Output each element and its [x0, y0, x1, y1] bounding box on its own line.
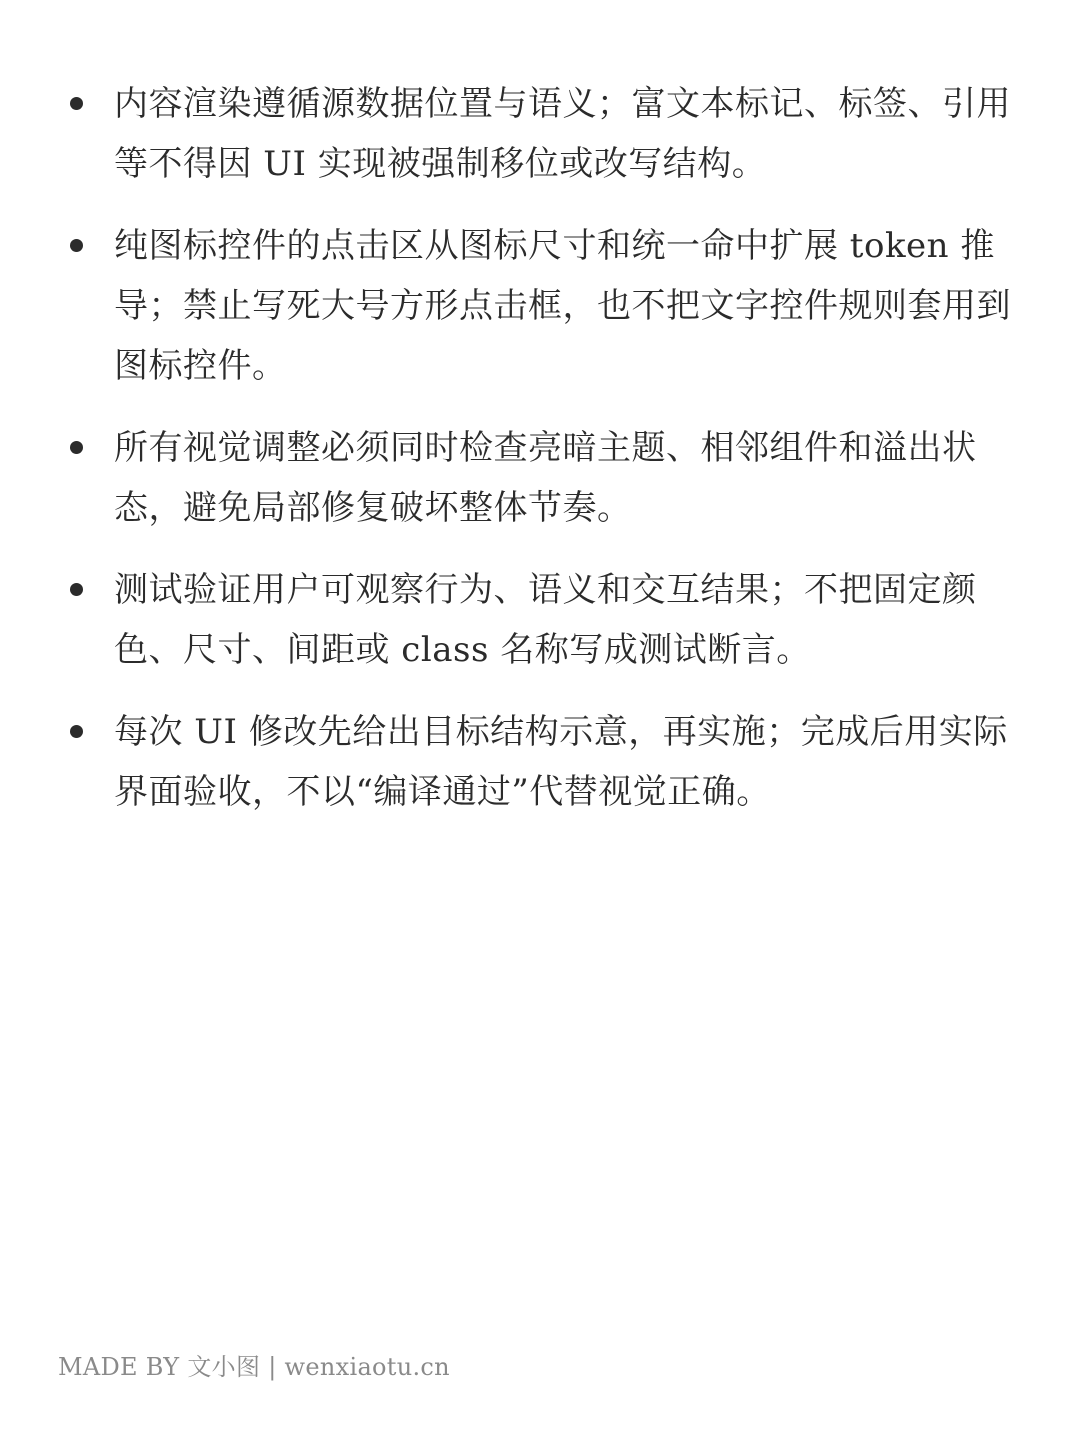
bullet-icon: [70, 583, 83, 596]
bullet-icon: [70, 725, 83, 738]
list-item: [60, 560, 1022, 680]
list-item: [60, 702, 1022, 822]
footer-credit: MADE BY 文小图 | wenxiaotu.cn: [58, 1353, 450, 1381]
list-item-text: 纯图标控件的点击区从图标尺寸和统一命中扩展 token 推导；禁止写死大号方形点击框，也不把文字控件规则套用到图标控件。: [114, 226, 1011, 386]
list-item-text: 测试验证用户可观察行为、语义和交互结果；不把固定颜色、尺寸、间距或 class 名称写成测试断言。: [114, 570, 977, 670]
list-item-text: 所有视觉调整必须同时检查亮暗主题、相邻组件和溢出状态，避免局部修复破坏整体节奏。: [114, 428, 977, 528]
list-item: [60, 74, 1022, 194]
list-item-text: 每次 UI 修改先给出目标结构示意，再实施；完成后用实际界面验收，不以“编译通过”代替视觉正确。: [114, 712, 1008, 812]
list-item: [60, 418, 1022, 538]
list-item-text: 内容渲染遵循源数据位置与语义；富文本标记、标签、引用等不得因 UI 实现被强制移位或改写结构。: [114, 84, 1011, 184]
list-item: [60, 216, 1022, 396]
document-content: [60, 74, 1022, 844]
bullet-icon: [70, 97, 83, 110]
bullet-icon: [70, 441, 83, 454]
rules-list: [60, 74, 1022, 822]
bullet-icon: [70, 239, 83, 252]
